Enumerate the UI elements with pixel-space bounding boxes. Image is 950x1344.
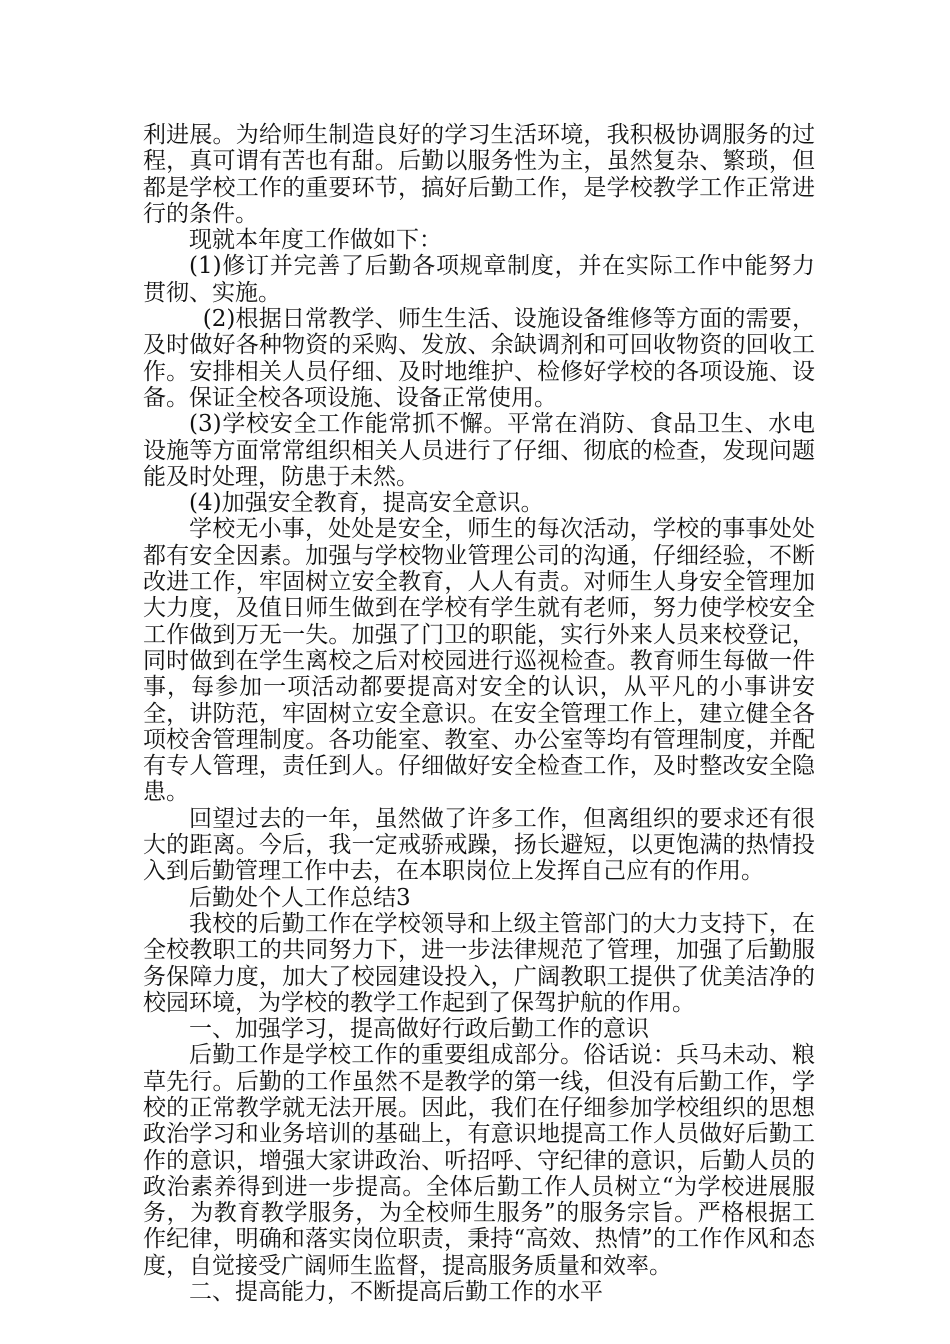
paragraph-safety: 学校无小事，处处是安全，师生的每次活动，学校的事事处处都有安全因素。加强与学校物业管理公司的沟通，仔细经验，不断改进工作，牢固树立安全教育，人人有责。对师生人身安全管理加大力度，及值日师生做到在学校有学生就有老师，努力使学校安全工作做到万无一失。加强了门卫的职能，实行外来人员来校登记，同时做到在学生离校之后对校园进行巡视检查。教育师生每做一件事，每参加一项活动都要提高对安全的认识，从平凡的小事讲安全，讲防范，牢固树立安全意识。在安全管理工作上，建立健全各项校舍管理制度。各功能室、教室、办公室等均有管理制度，并配有专人管理，责任到人。仔细做好安全检查工作，及时整改安全隐患。 [143,516,815,806]
paragraph-review: 回望过去的一年，虽然做了许多工作，但离组织的要求还有很大的距离。今后，我一定戒骄戒躁，扬长避短，以更饱满的热情投入到后勤管理工作中去，在本职岗位上发挥自己应有的作用。 [143,805,815,885]
paragraph-item-2: (2)根据日常教学、师生生活、设施设备维修等方面的需要，及时做好各种物资的采购、发放、余缺调剂和可回收物资的回收工作。安排相关人员仔细、及时地维护、检修好学校的各项设施、设备。保证全校各项设施、设备正常使用。 [143,306,815,411]
paragraph-item-3: (3)学校安全工作能常抓不懈。平常在消防、食品卫生、水电设施等方面常常组织相关人员进行了仔细、彻底的检查，发现问题能及时处理，防患于未然。 [143,411,815,490]
paragraph-section-1-body: 后勤工作是学校工作的重要组成部分。俗话说：兵马未动、粮草先行。后勤的工作虽然不是教学的第一线，但没有后勤工作，学校的正常教学就无法开展。因此，我们在仔细参加学校组织的思想政治学习和业务培训的基础上，有意识地提高工作人员做好后勤工作的意识，增强大家讲政治、听招呼、守纪律的意识，后勤人员的政治素养得到进一步提高。全体后勤工作人员树立“为学校进展服务，为教育教学服务，为全校师生服务”的服务宗旨。严格根据工作纪律，明确和落实岗位职责，秉持“高效、热情”的工作作风和态度，自觉接受广阔师生监督，提高服务质量和效率。 [143,1042,815,1279]
paragraph-item-4: (4)加强安全教育，提高安全意识。 [189,490,544,517]
heading-section-1: 一、加强学习，提高做好行政后勤工作的意识 [189,1016,649,1043]
paragraph-work-summary-lead: 现就本年度工作做如下： [189,227,442,254]
paragraph-summary-3-intro: 我校的后勤工作在学校领导和上级主管部门的大力支持下，在全校教职工的共同努力下，进一步法律规范了管理，加强了后勤服务保障力度，加大了校园建设投入，广阔教职工提供了优美洁净的校园环境，为学校的教学工作起到了保驾护航的作用。 [143,910,815,1016]
paragraph-intro-continuation: 利进展。为给师生制造良好的学习生活环境，我积极协调服务的过程，真可谓有苦也有甜。后勤以服务性为主，虽然复杂、繁琐，但都是学校工作的重要环节，搞好后勤工作，是学校教学工作正常进行的条件。 [143,122,815,227]
section-title-summary-3: 后勤处个人工作总结3 [189,884,411,911]
paragraph-item-1: (1)修订并完善了后勤各项规章制度，并在实际工作中能努力贯彻、实施。 [143,253,815,306]
heading-section-2: 二、提高能力，不断提高后勤工作的水平 [189,1279,603,1306]
document-body [143,122,815,1305]
